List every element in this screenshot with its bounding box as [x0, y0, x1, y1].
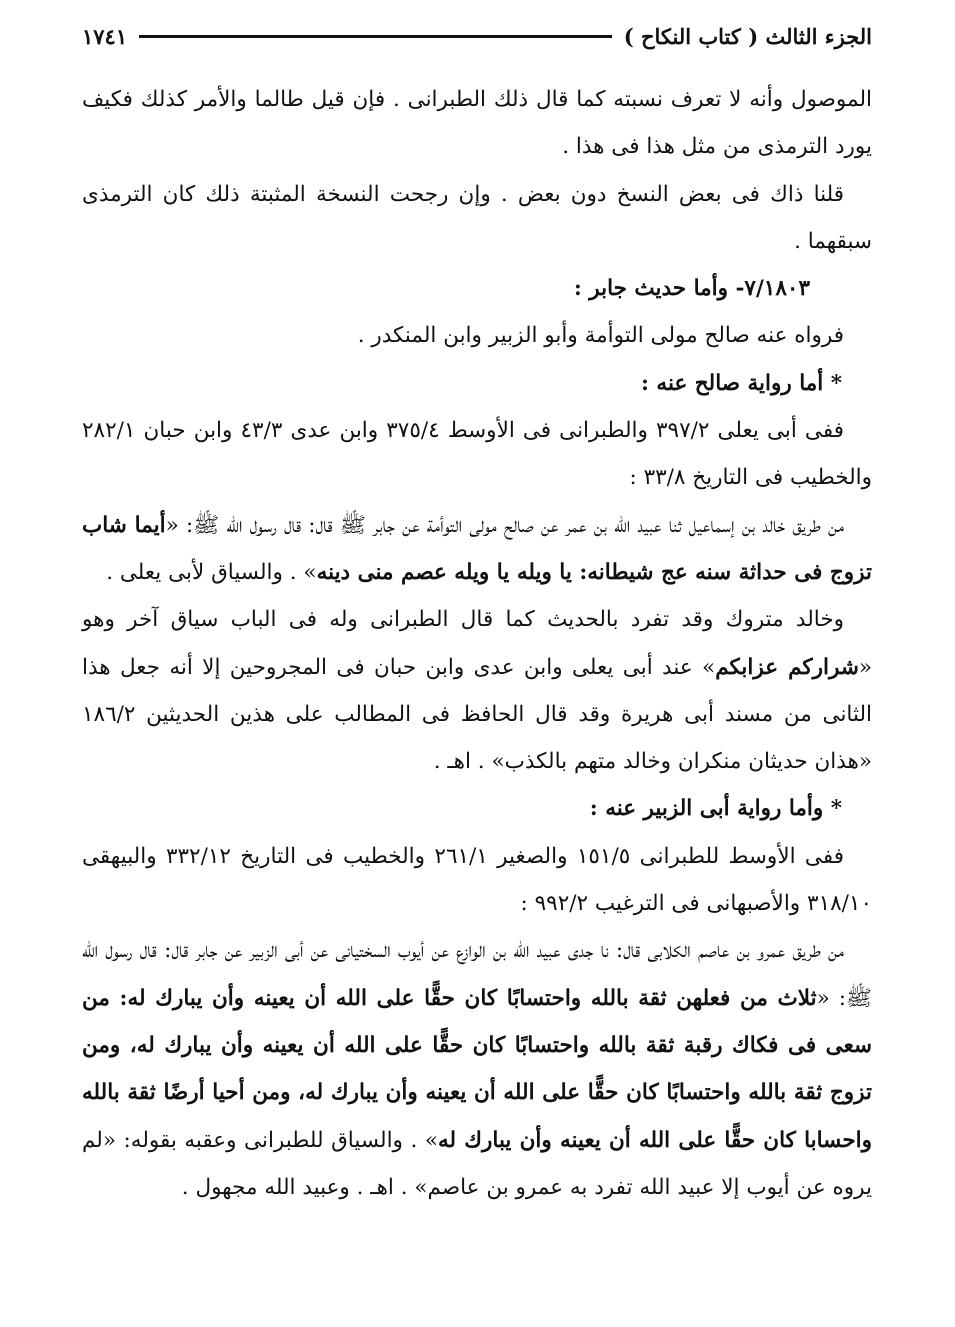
hadith-paragraph [82, 927, 872, 1211]
hadith-quote: ثلاث من فعلهن ثقة بالله واحتسابًا كان حقًّا على الله أن يعينه وأن يبارك له: من سعى فى فكاك رقبة ثقة بالله واحتسابًا كان حقًّا على الله أن يعينه وأن يبارك له، ومن تزوج ثقة بالله واحتسابًا كان حقًّا على الله أن يعينه وأن يبارك له، ومن أحيا أرضًا ثقة بالله واحسابا كان حقًّا على الله أن يعينه وأن يبارك له [82, 985, 872, 1153]
commentary-paragraph [82, 596, 872, 785]
page-number: ١٧٤١ [82, 23, 128, 49]
commentary-lead: وخالد متروك وقد تفرد بالحديث كما قال الطبرانى وله فى الباب سياق آخر وهو « [82, 607, 873, 680]
page-body [82, 76, 872, 1211]
paragraph: ففى أبى يعلى ٣٩٧/٢ والطبرانى فى الأوسط ٣٧٥/٤ وابن عدى ٤٣/٣ وابن حبان ٢٨٢/١ والخطيب فى التاريخ ٣٣/٨ : [82, 418, 872, 491]
commentary-quote: شراركم عزابكم [715, 654, 859, 680]
commentary-tail: » عند أبى يعلى وابن عدى وابن حبان فى المجروحين إلا أنه جعل هذا الثانى من مسند أبى هريرة وقد قال الحافظ فى المطالب على هذين الحديثين ١٨٦/٢ «هذان حديثان منكران وخالد متهم بالكذب» . اهـ . [82, 654, 872, 775]
book-page [82, 16, 872, 1306]
hadith-outro: » . والسياق لأبى يعلى . [106, 559, 317, 585]
paragraph: قلنا ذاك فى بعض النسخ دون بعض . وإن رجحت النسخة المثبتة ذلك كان الترمذى سبقهما . [82, 181, 872, 254]
header-rule [139, 35, 612, 38]
paragraph: ففى الأوسط للطبرانى ١٥١/٥ والصغير ٢٦١/١ والخطيب فى التاريخ ٣٣٢/١٢ والبيهقى ٣١٨/١٠ والأصبهانى فى الترغيب ٩٩٢/٢ : [82, 843, 872, 917]
hadith-intro: من طريق خالد بن إسماعيل ثنا عبيد الله بن عمر عن صالح مولى التوأمة عن جابر ﷺ قال: قال رسول الله ﷺ: « [165, 512, 844, 538]
paragraph: فرواه عنه صالح مولى التوأمة وأبو الزبير وابن المنكدر . [357, 323, 844, 349]
section-heading: ٧/١٨٠٣- وأما حديث جابر : [573, 276, 810, 302]
hadith-paragraph [82, 502, 872, 597]
hadith-quote: أيما شاب تزوج فى حداثة سنه عج شيطانه: يا ويله يا ويله عصم منى دينه [82, 512, 872, 585]
running-title: الجزء الثالث ( كتاب النكاح ) [623, 23, 872, 49]
hadith-outro: » . والسياق للطبرانى وعقبه بقوله: «لم يروه عن أيوب إلا عبيد الله تفرد به عمرو بن عاصم» . اهـ . وعبيد الله مجهول . [82, 1127, 872, 1200]
sub-heading: * وأما رواية أبى الزبير عنه : [589, 796, 842, 822]
hadith-intro: من طريق عمرو بن عاصم الكلابى قال: نا جدى عبيد الله بن الوازع عن أيوب السختيانى عن أبى الزبير عن جابر قال: قال رسول الله ﷺ: « [82, 938, 872, 1011]
sub-heading: * أما رواية صالح عنه : [641, 370, 842, 396]
page-header [82, 16, 872, 56]
paragraph: الموصول وأنه لا تعرف نسبته كما قال ذلك الطبرانى . فإن قيل طالما والأمر كذلك فكيف يورد الترمذى من مثل هذا فى هذا . [82, 87, 872, 160]
